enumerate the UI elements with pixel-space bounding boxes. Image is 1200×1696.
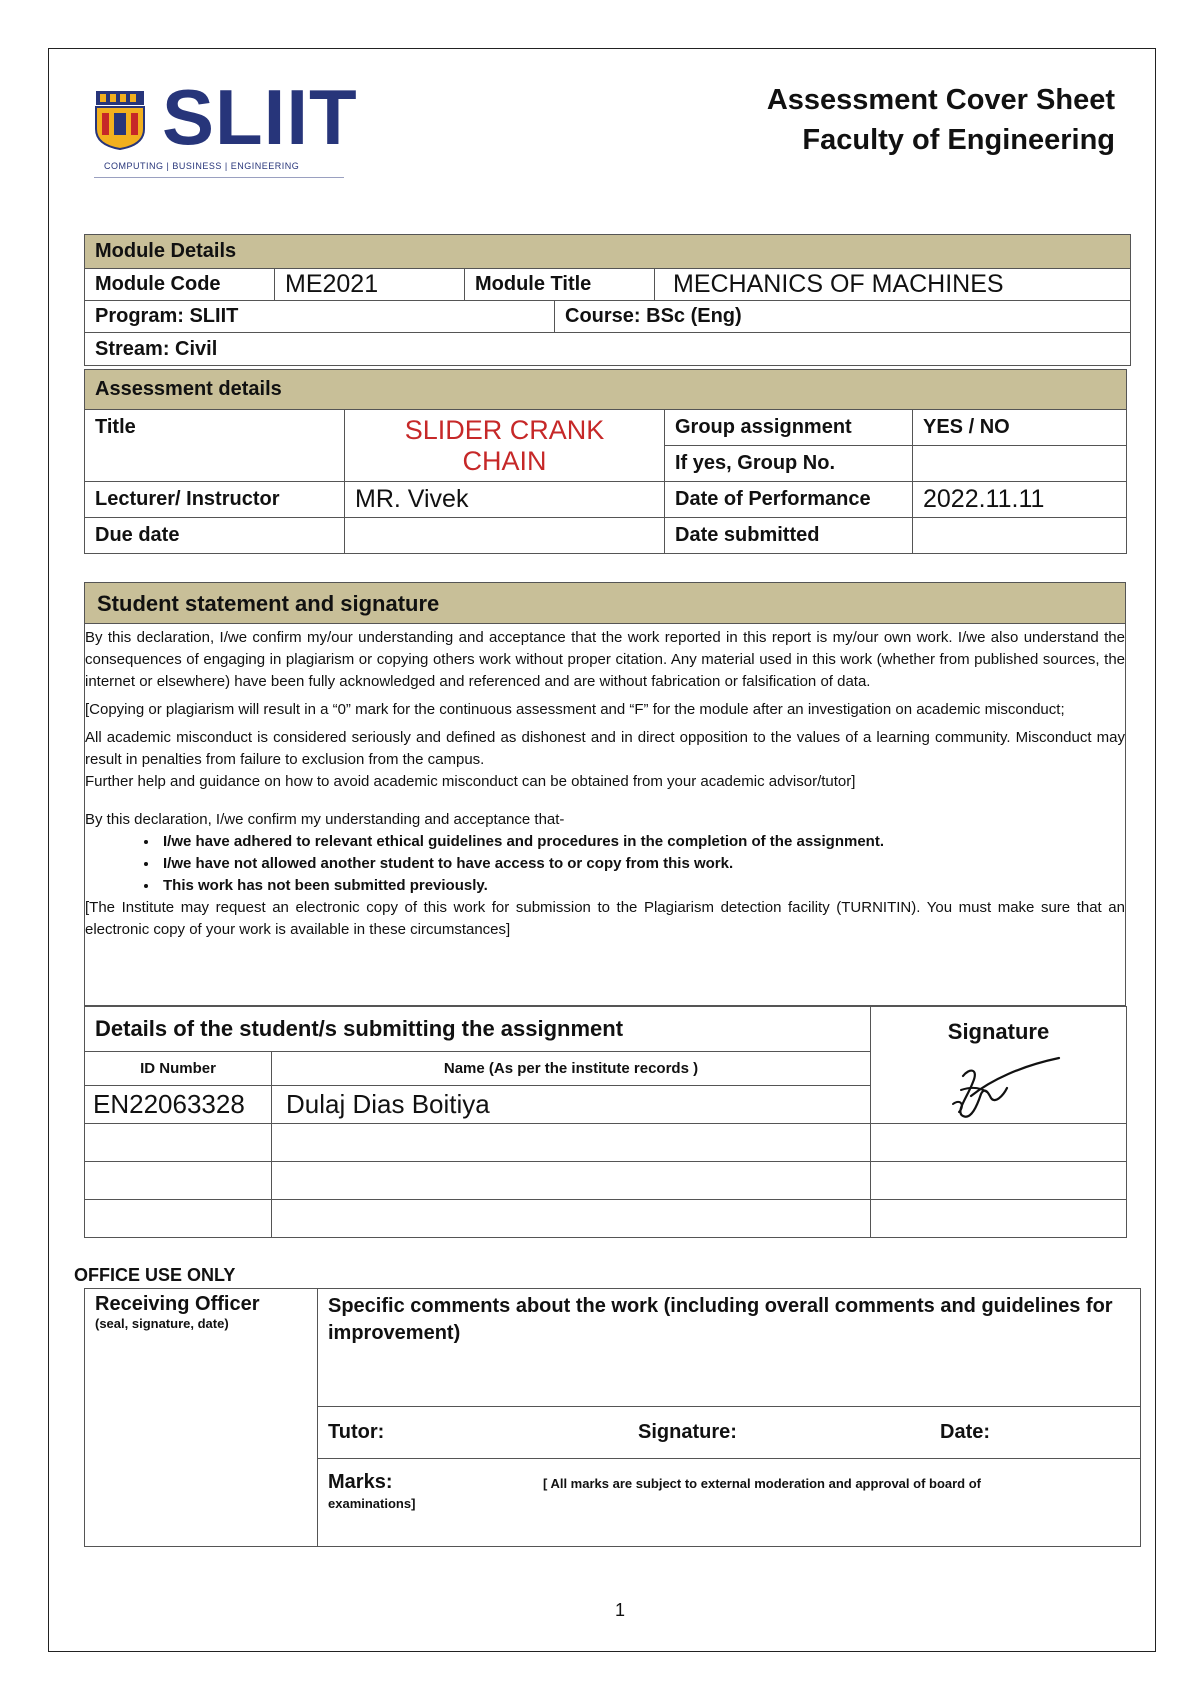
sliit-logo	[92, 73, 358, 180]
marks-cell	[318, 1459, 1141, 1547]
logo-wordmark: SLIIT	[162, 73, 358, 161]
id-number-header: ID Number	[85, 1052, 272, 1086]
student-name-header: Name (As per the institute records )	[272, 1052, 871, 1086]
module-details-heading: Module Details	[85, 235, 1131, 269]
module-code-label: Module Code	[85, 269, 275, 301]
handwritten-signature	[941, 1046, 1061, 1126]
declaration-bullet: • This work has not been submitted previously.	[159, 875, 1125, 897]
declaration-bullet: • I/we have adhered to relevant ethical guidelines and procedures in the completion of the assignment.	[159, 831, 1125, 853]
group-number-value	[913, 446, 1127, 482]
program-field: Program: SLIIT	[85, 301, 555, 333]
title-label: Title	[85, 410, 345, 482]
office-use-heading: OFFICE USE ONLY	[74, 1265, 236, 1285]
tutor-label: Tutor:	[328, 1421, 385, 1443]
student-name-cell: Dulaj Dias Boitiya	[272, 1086, 871, 1124]
declaration-paragraph-1: By this declaration, I/we confirm my/our understanding and acceptance that the work reported in this report is my/our own work. I/we also understand the consequences of engaging in plagiarism or copying others work without proper citation. Any material used in this work (whether from published sources, the internet or elsewhere) have been fully acknowledged and referenced and are without fabrication or falsification of data.	[85, 629, 1125, 690]
student-signature-cell	[871, 1086, 1127, 1124]
marks-label: Marks:	[328, 1471, 393, 1493]
assessment-title-line-1: SLIDER CRANK	[404, 414, 605, 445]
signature-label: Signature:	[638, 1421, 737, 1443]
performance-date-value: 2022.11.11	[913, 482, 1127, 518]
declaration-bullet: • I/we have not allowed another student to have access to or copy from this work.	[159, 853, 1125, 875]
signature-header: Signature	[871, 1007, 1127, 1086]
tutor-row	[318, 1407, 1141, 1459]
declaration-paragraph-2: [Copying or plagiarism will result in a “0” mark for the continuous assessment and “F” for the module after an investigation on academic misconduct;	[85, 701, 1065, 718]
student-statement-heading: Student statement and signature	[84, 582, 1126, 624]
module-title-value: MECHANICS OF MACHINES	[655, 269, 1131, 301]
performance-date-label: Date of Performance	[665, 482, 913, 518]
due-date-label: Due date	[85, 518, 345, 554]
lecturer-label: Lecturer/ Instructor	[85, 482, 345, 518]
group-assignment-value: YES / NO	[913, 410, 1127, 446]
course-field: Course: BSc (Eng)	[555, 301, 1131, 333]
comments-field: Specific comments about the work (including overall comments and guidelines for improvement)	[318, 1289, 1141, 1407]
table-row	[85, 1086, 1127, 1124]
student-id-cell: EN22063328	[85, 1086, 272, 1124]
page-number: 1	[614, 1600, 625, 1620]
title-line-2: Faculty of Engineering	[802, 124, 1115, 156]
module-code-value: ME2021	[275, 269, 465, 301]
date-label: Date:	[940, 1421, 991, 1443]
marks-note: [ All marks are subject to external moderation and approval of board of	[543, 1476, 982, 1491]
declaration-bullets	[85, 831, 1125, 897]
declaration-paragraph-5: [The Institute may request an electronic copy of this work for submission to the Plagiarism detection facility (TURNITIN). You must make sure that an electronic copy of your work is available in these circumstances]	[85, 899, 1125, 938]
marks-note-continued: examinations]	[328, 1496, 416, 1511]
declaration-text	[85, 627, 1125, 941]
receiving-officer-label: Receiving Officer	[95, 1293, 260, 1315]
assessment-title-line-2: CHAIN	[462, 445, 547, 476]
title-line-1: Assessment Cover Sheet	[766, 84, 1115, 116]
declaration-paragraph-4: By this declaration, I/we confirm my understanding and acceptance that-	[85, 811, 565, 828]
module-details-table	[84, 234, 1131, 366]
lecturer-value: MR. Vivek	[345, 482, 665, 518]
table-row	[85, 1200, 1127, 1238]
assessment-details-table	[84, 369, 1127, 554]
document-title	[767, 80, 1115, 160]
receiving-officer-note: (seal, signature, date)	[95, 1316, 229, 1331]
group-number-label: If yes, Group No.	[665, 446, 913, 482]
assessment-title-value	[345, 410, 665, 482]
declaration-paragraph-3a: All academic misconduct is considered seriously and defined as dishonest and in direct opposition to the values of a learning community. Misconduct may result in penalties from failure to exclusion from the campus.	[85, 729, 1125, 768]
table-row	[85, 1124, 1127, 1162]
crest-icon	[94, 89, 146, 151]
date-submitted-label: Date submitted	[665, 518, 913, 554]
assessment-details-heading: Assessment details	[85, 370, 1127, 410]
stream-field: Stream: Civil	[85, 333, 1131, 366]
due-date-value	[345, 518, 665, 554]
logo-tagline: COMPUTING | BUSINESS | ENGINEERING	[104, 161, 300, 171]
date-submitted-value	[913, 518, 1127, 554]
table-row	[85, 1162, 1127, 1200]
group-assignment-label: Group assignment	[665, 410, 913, 446]
office-use-table	[84, 1288, 1141, 1547]
students-heading: Details of the student/s submitting the assignment	[85, 1007, 871, 1052]
students-table	[84, 1006, 1127, 1238]
declaration-paragraph-3b: Further help and guidance on how to avoid academic misconduct can be obtained from your academic advisor/tutor]	[85, 773, 856, 790]
logo-rule	[94, 177, 344, 178]
receiving-officer-cell	[85, 1289, 318, 1547]
module-title-label: Module Title	[465, 269, 655, 301]
